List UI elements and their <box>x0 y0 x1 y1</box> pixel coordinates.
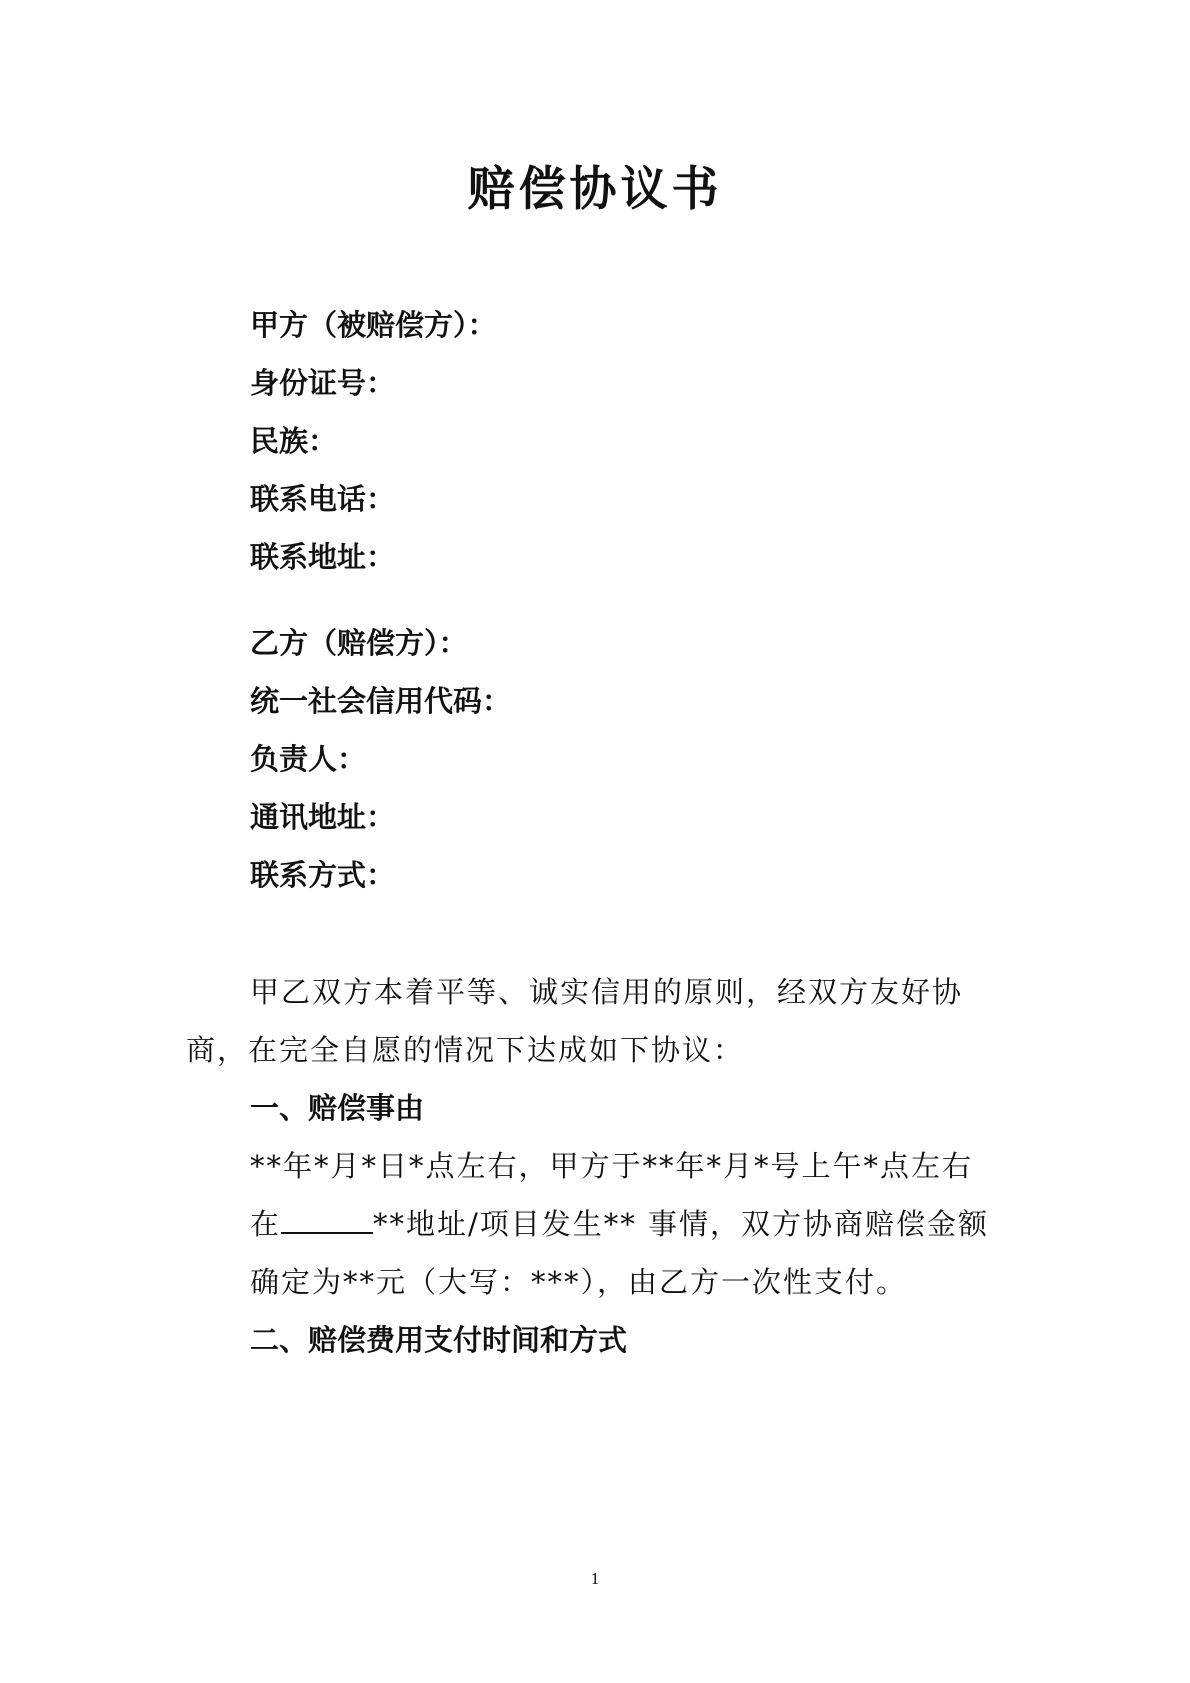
section-1-line-2 <box>250 1204 989 1244</box>
section-1-line-1: **年*月*日*点左右，甲方于**年*月*号上午*点左右 <box>250 1149 974 1183</box>
page-number: 1 <box>590 1569 600 1588</box>
section-1-heading: 一、赔偿事由 <box>250 1091 425 1125</box>
party-b-credit-code-label: 统一社会信用代码： <box>250 684 512 718</box>
section-1-line-2-prefix: 在 <box>250 1207 282 1241</box>
party-a-address-label: 联系地址： <box>250 540 396 574</box>
intro-line-1: 甲乙双方本着平等、诚实信用的原则，经双方友好协 <box>250 975 964 1009</box>
party-a-id-number-label: 身份证号： <box>250 366 396 400</box>
party-b-heading: 乙方（赔偿方）： <box>250 626 468 660</box>
section-2-heading: 二、赔偿费用支付时间和方式 <box>250 1323 628 1357</box>
party-b-person-in-charge-label: 负责人： <box>250 742 367 776</box>
section-1-line-3: 确定为**元（大写：***），由乙方一次性支付。 <box>250 1265 908 1299</box>
party-a-phone-label: 联系电话： <box>250 482 396 516</box>
intro-line-2: 商，在完全自愿的情况下达成如下协议： <box>186 1033 745 1067</box>
party-a-heading: 甲方（被赔偿方）： <box>250 308 497 342</box>
party-b-contact-label: 联系方式： <box>250 858 396 892</box>
section-1-line-2-suffix: **地址/项目发生** 事情，双方协商赔偿金额 <box>373 1207 990 1241</box>
party-a-ethnicity-label: 民族： <box>250 424 338 458</box>
fill-in-blank <box>281 1204 373 1234</box>
document-title: 赔偿协议书 <box>467 162 723 217</box>
party-b-mail-address-label: 通讯地址： <box>250 800 396 834</box>
